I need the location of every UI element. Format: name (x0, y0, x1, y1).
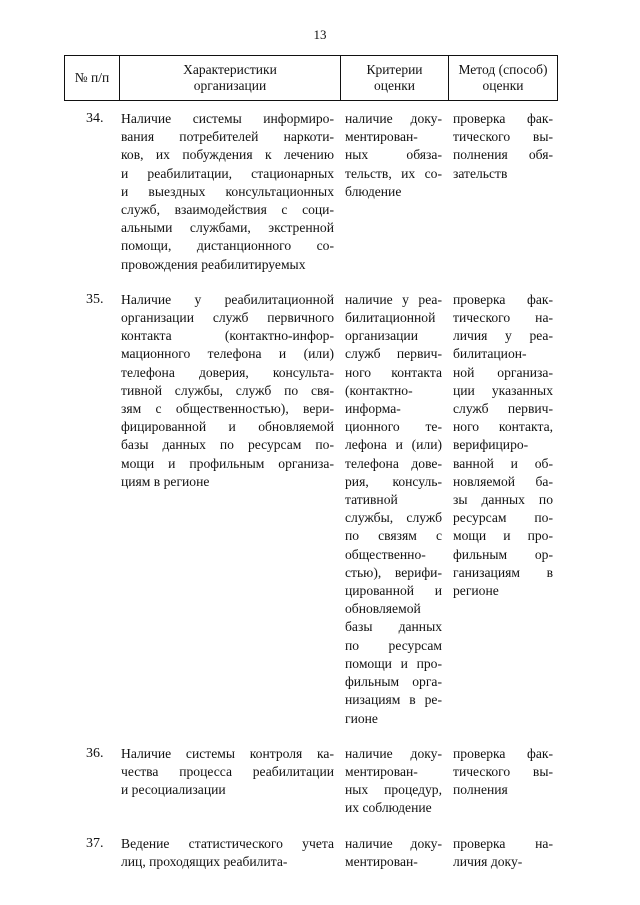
cell-line: наличие доку- (345, 745, 442, 761)
row-number (64, 291, 119, 309)
header-characteristics: Характеристики организации (120, 56, 341, 101)
table-row (64, 745, 557, 818)
cell-line: служб первич- (453, 401, 553, 417)
cell-line: тического вы- (453, 763, 553, 779)
row-number-text: 36. (86, 745, 104, 761)
cell-line: ментирован- (345, 129, 418, 145)
cell-line: ганизациям в (453, 564, 553, 580)
cell-line: Ведение статистического учета (121, 835, 334, 851)
characteristics-cell (119, 110, 340, 274)
table-row (64, 110, 557, 274)
table-row (64, 835, 557, 871)
cell-line: общественно- (345, 546, 426, 562)
method-cell (448, 291, 557, 600)
cell-line: наличие доку- (345, 835, 442, 851)
row-number-text: 34. (86, 111, 104, 126)
cell-line: рия, консуль- (345, 473, 442, 489)
cell-line: фильным ор- (453, 546, 553, 562)
cell-line: контакта (контактно-инфор- (121, 328, 334, 344)
cell-line: и ресоциализации (121, 782, 226, 798)
cell-line: их соблюдение (345, 800, 432, 816)
cell-line: (контактно- (345, 382, 413, 398)
cell-line: тельств, их со- (345, 165, 442, 181)
cell-line: ной организа- (453, 364, 553, 380)
cell-line: лиц, проходящих реабилита- (121, 853, 288, 869)
criteria-cell (340, 110, 448, 201)
cell-line: регионе (453, 583, 499, 599)
cell-line: проверка на- (453, 835, 553, 851)
cell-line: службы, служб (345, 510, 442, 526)
method-cell (448, 745, 557, 800)
cell-line: лефона и (или) (345, 437, 442, 453)
cell-line: Наличие системы контроля ка- (121, 745, 334, 761)
cell-line: мощи и про- (453, 528, 553, 544)
cell-line: обновляемой (345, 601, 421, 617)
cell-line: организации (345, 328, 418, 344)
cell-line: билитационной (345, 310, 436, 326)
cell-line: помощи, дистанционного со- (121, 238, 334, 254)
cell-line: провождения реабилитируемых (121, 256, 306, 272)
cell-line: наличие у реа- (345, 291, 442, 307)
cell-line: базы данных (345, 619, 442, 635)
cell-line: ционного те- (345, 419, 442, 435)
cell-line: ного контакта, (453, 419, 553, 435)
table-body (64, 110, 557, 888)
row-number (64, 745, 119, 763)
row-number (64, 110, 119, 128)
cell-line: гионе (345, 710, 378, 726)
cell-line: альными службами, экстренной (121, 220, 334, 236)
cell-line: зательств (453, 165, 508, 181)
cell-line: Наличие у реабилитационной (121, 291, 334, 307)
cell-line: ции указанных (453, 382, 553, 398)
cell-line: зы данных по (453, 492, 553, 508)
characteristics-cell (119, 835, 340, 871)
row-number (64, 835, 119, 853)
cell-line: информа- (345, 401, 401, 417)
header-criteria: Критерии оценки (341, 56, 449, 101)
cell-line: мощи и профильным организа- (121, 455, 334, 471)
characteristics-cell (119, 291, 340, 491)
cell-line: мационного телефона и (или) (121, 346, 334, 362)
criteria-cell (340, 291, 448, 728)
cell-line: цированной и (345, 583, 442, 599)
cell-line: вания потребителей наркоти- (121, 129, 334, 145)
characteristics-cell (119, 745, 340, 800)
cell-line: личия доку- (453, 853, 523, 869)
cell-line: проверка фак- (453, 745, 553, 761)
cell-line: по связям с (345, 528, 442, 544)
cell-line: тивной службы, служб по свя- (121, 382, 334, 398)
cell-line: организации служб первичного (121, 310, 334, 326)
row-number-text: 35. (86, 291, 104, 307)
criteria-cell (340, 745, 448, 818)
cell-line: ных обяза- (345, 147, 442, 163)
cell-line: телефона доверия, консульта- (121, 364, 334, 380)
cell-line: ресурсам по- (453, 510, 553, 526)
cell-line: циям в регионе (121, 473, 210, 489)
cell-line: служб, взаимодействия с соци- (121, 202, 334, 218)
method-cell (448, 110, 557, 183)
header-num: № п/п (65, 56, 120, 101)
page-number: 13 (313, 27, 327, 42)
cell-line: служб первич- (345, 346, 442, 362)
cell-line: ментирован- (345, 853, 418, 869)
cell-line: полнения обя- (453, 147, 553, 163)
method-cell (448, 835, 557, 871)
cell-line: базы данных по ресурсам по- (121, 437, 334, 453)
row-number-text: 37. (86, 835, 104, 851)
cell-line: проверка фак- (453, 291, 553, 307)
cell-line: фицированной и обновляемой (121, 419, 334, 435)
cell-line: телефона дове- (345, 455, 442, 471)
cell-line: полнения (453, 782, 508, 798)
cell-line: личия у реа- (453, 328, 553, 344)
table-header (64, 55, 558, 101)
cell-line: фильным орга- (345, 674, 442, 690)
cell-line: ков, их побуждения к лечению (121, 147, 334, 163)
criteria-cell (340, 835, 448, 871)
cell-line: помощи и про- (345, 655, 442, 671)
cell-line: билитацион- (453, 346, 527, 362)
cell-line: и реабилитации, стационарных (121, 165, 334, 181)
cell-line: проверка фак- (453, 111, 553, 126)
cell-line: верифициро- (453, 437, 529, 453)
table-row (64, 291, 557, 728)
cell-line: тического на- (453, 310, 553, 326)
cell-line: тического вы- (453, 129, 553, 145)
cell-line: ных процедур, (345, 782, 442, 798)
cell-line: чества процесса реабилитации (121, 763, 334, 779)
cell-line: низациям в ре- (345, 692, 442, 708)
cell-line: ванной и об- (453, 455, 553, 471)
cell-line: зям с общественностью), вери- (121, 401, 334, 417)
cell-line: новляемой ба- (453, 473, 553, 489)
cell-line: и выездных консультационных (121, 183, 334, 199)
cell-line: ментирован- (345, 763, 418, 779)
cell-line: стью), верифи- (345, 564, 442, 580)
cell-line: ного контакта (345, 364, 442, 380)
cell-line: тативной (345, 492, 398, 508)
cell-line: наличие доку- (345, 111, 442, 126)
cell-line: по ресурсам (345, 637, 442, 653)
cell-line: Наличие системы информиро- (121, 111, 334, 126)
header-method: Метод (способ) оценки (449, 56, 558, 101)
cell-line: блюдение (345, 183, 402, 199)
